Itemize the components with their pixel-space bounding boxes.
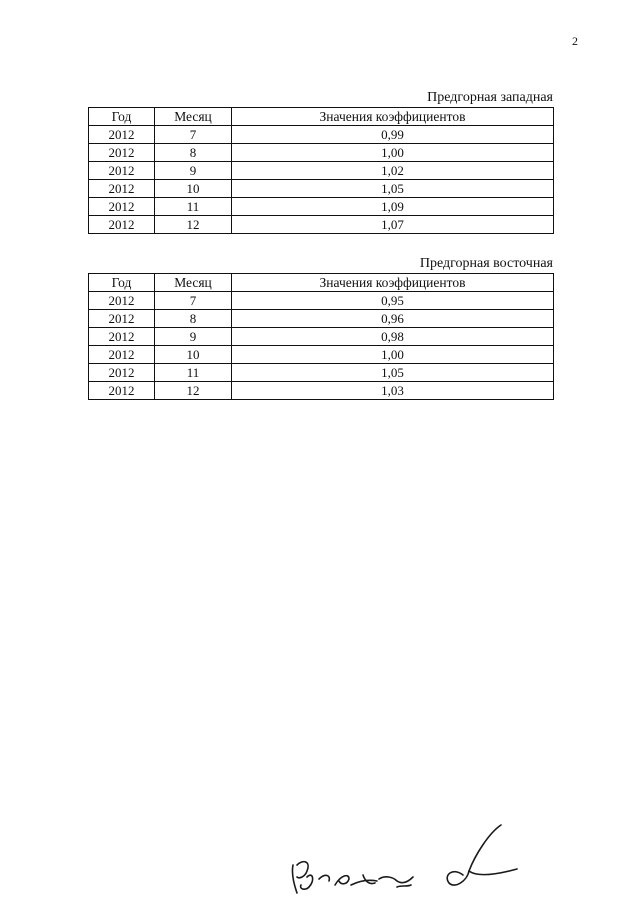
handwritten-signature: [285, 815, 525, 895]
table-row: [89, 180, 554, 198]
cell-coefficient: 1,03: [232, 382, 554, 400]
cell-year: 2012: [89, 364, 155, 382]
cell-month: 8: [155, 144, 232, 162]
cell-year: 2012: [89, 346, 155, 364]
cell-month: 9: [155, 162, 232, 180]
cell-month: 11: [155, 364, 232, 382]
table-row: [89, 346, 554, 364]
table-row: [89, 198, 554, 216]
table-row: [89, 310, 554, 328]
cell-month: 11: [155, 198, 232, 216]
table-row: [89, 382, 554, 400]
cell-month: 10: [155, 180, 232, 198]
cell-month: 7: [155, 126, 232, 144]
cell-year: 2012: [89, 292, 155, 310]
header-coefficient: Значения коэффициентов: [232, 274, 554, 292]
cell-month: 10: [155, 346, 232, 364]
cell-coefficient: 0,98: [232, 328, 554, 346]
table-row: [89, 328, 554, 346]
cell-coefficient: 0,95: [232, 292, 554, 310]
cell-month: 7: [155, 292, 232, 310]
cell-coefficient: 1,00: [232, 346, 554, 364]
table-row: [89, 216, 554, 234]
cell-month: 12: [155, 216, 232, 234]
cell-coefficient: 0,96: [232, 310, 554, 328]
header-coefficient: Значения коэффициентов: [232, 108, 554, 126]
cell-year: 2012: [89, 382, 155, 400]
table-caption: Предгорная восточная: [419, 256, 553, 271]
cell-coefficient: 1,00: [232, 144, 554, 162]
cell-year: 2012: [89, 198, 155, 216]
cell-coefficient: 1,02: [232, 162, 554, 180]
header-year: Год: [89, 274, 155, 292]
coefficients-section-west: [88, 90, 553, 234]
cell-coefficient: 1,05: [232, 180, 554, 198]
table-header-row: [89, 108, 554, 126]
table-row: [89, 162, 554, 180]
cell-year: 2012: [89, 180, 155, 198]
header-year: Год: [89, 108, 155, 126]
coefficients-table: [88, 107, 554, 234]
cell-year: 2012: [89, 144, 155, 162]
cell-coefficient: 1,07: [232, 216, 554, 234]
cell-month: 9: [155, 328, 232, 346]
table-row: [89, 292, 554, 310]
table-row: [89, 364, 554, 382]
coefficients-table: [88, 273, 554, 400]
table-row: [89, 126, 554, 144]
cell-year: 2012: [89, 310, 155, 328]
coefficients-section-east: [88, 256, 553, 400]
cell-year: 2012: [89, 328, 155, 346]
cell-coefficient: 0,99: [232, 126, 554, 144]
table-caption: Предгорная западная: [427, 90, 553, 105]
cell-coefficient: 1,09: [232, 198, 554, 216]
header-month: Месяц: [155, 108, 232, 126]
cell-year: 2012: [89, 162, 155, 180]
cell-month: 12: [155, 382, 232, 400]
header-month: Месяц: [155, 274, 232, 292]
table-row: [89, 144, 554, 162]
page-number: 2: [572, 34, 578, 48]
cell-year: 2012: [89, 126, 155, 144]
cell-year: 2012: [89, 216, 155, 234]
cell-coefficient: 1,05: [232, 364, 554, 382]
table-header-row: [89, 274, 554, 292]
cell-month: 8: [155, 310, 232, 328]
